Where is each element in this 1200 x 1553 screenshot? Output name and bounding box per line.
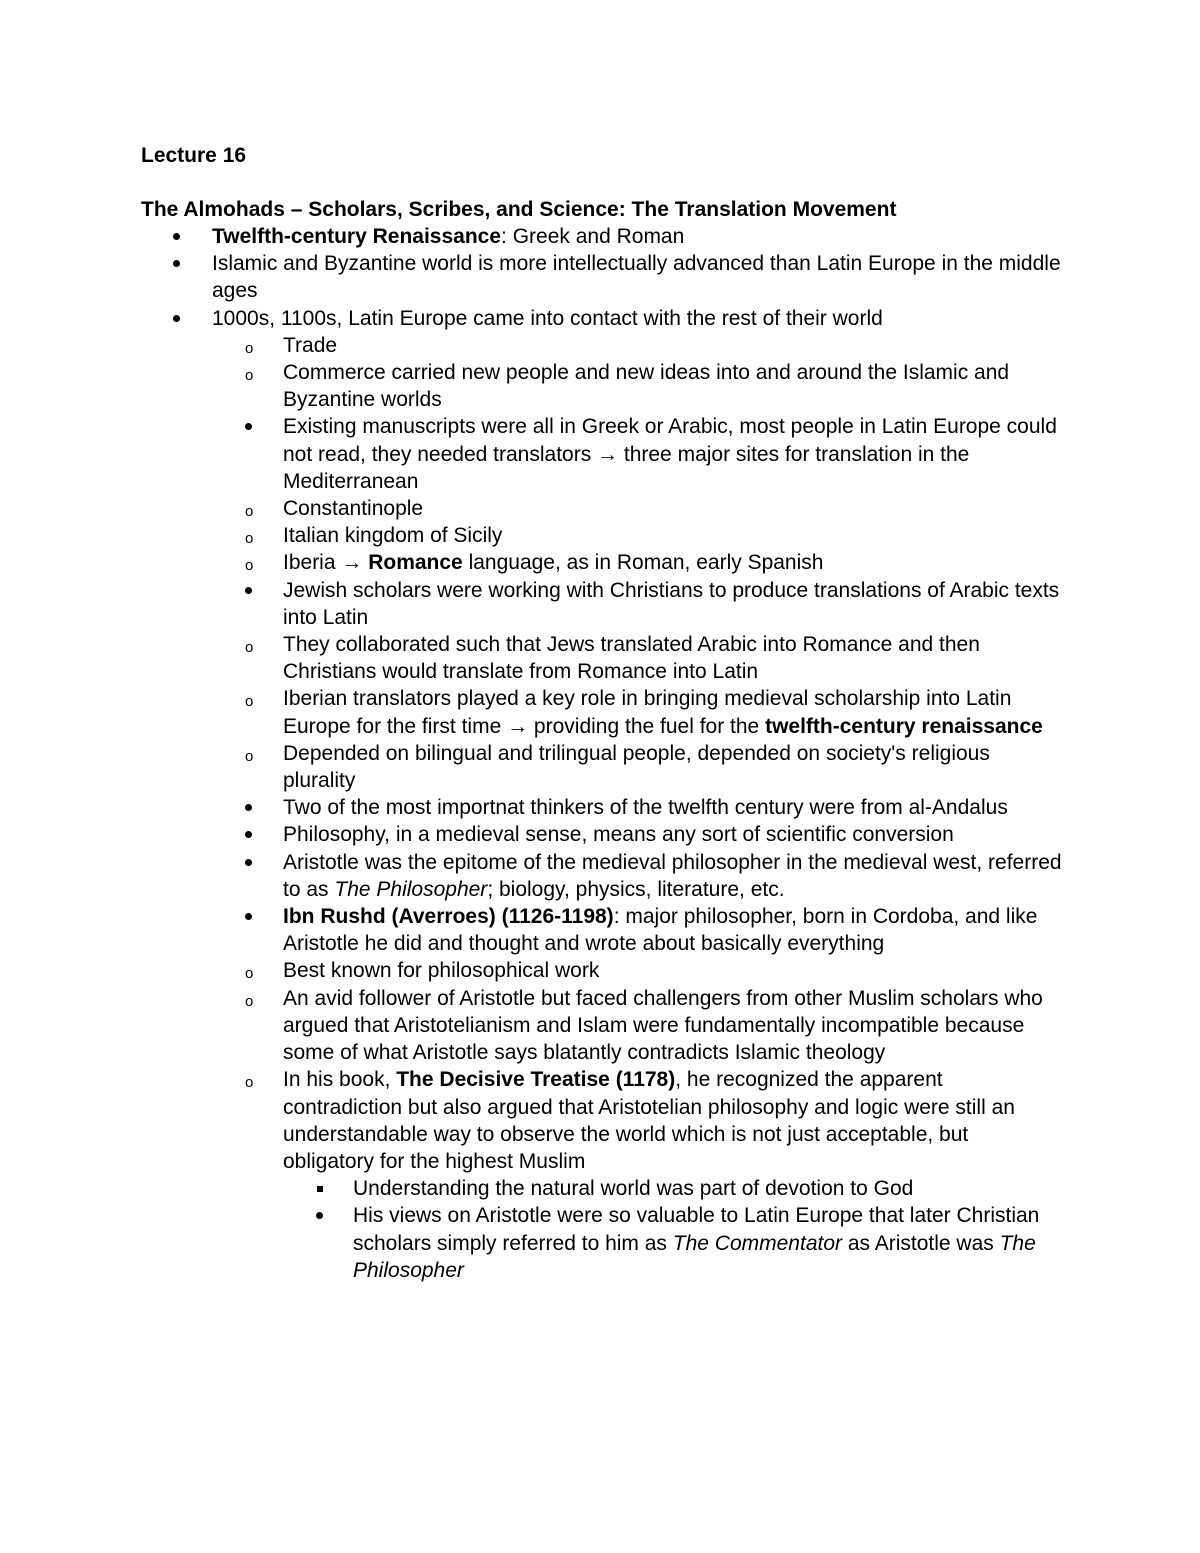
circle-bullet-icon: o <box>245 965 254 983</box>
circle-bullet-icon: o <box>245 557 254 575</box>
text-run: Philosophy, in a medieval sense, means any sort of scientific conversion <box>283 823 954 847</box>
text-run: : major philosopher, born in Cordoba, and like Aristotle he did and thought and wrote about basically everything <box>283 905 1038 956</box>
text-run: Aristotle was the epitome of the medieval philosopher in the medieval west, referred to as <box>283 850 1062 901</box>
list-item-text <box>212 250 1062 304</box>
list-item <box>0 332 1063 359</box>
list-item <box>0 903 1063 957</box>
bold-text: The Decisive Treatise (1178) <box>396 1068 676 1092</box>
list-item-text <box>283 495 1063 522</box>
list-item <box>0 685 1063 739</box>
circle-bullet-icon: o <box>245 530 254 548</box>
list-item-text <box>283 903 1063 957</box>
list-item <box>0 359 1063 413</box>
circle-bullet-icon: o <box>245 503 254 521</box>
bold-text: twelfth-century renaissance <box>765 714 1043 738</box>
bold-text: Twelfth-century Renaissance <box>212 225 502 248</box>
list-item <box>0 794 1063 821</box>
list-item-text <box>283 577 1063 631</box>
list-item <box>0 522 1063 549</box>
list-item-text <box>353 1175 1053 1202</box>
list-item-text <box>283 740 1063 794</box>
list-item-text <box>283 332 1063 359</box>
italic-text: The Philosopher <box>353 1231 1036 1282</box>
text-run: language, as in Roman, early Spanish <box>462 551 824 575</box>
circle-bullet-icon: o <box>245 339 254 357</box>
list-item-text <box>283 1066 1063 1175</box>
circle-bullet-icon: o <box>245 1074 254 1092</box>
list-item <box>0 821 1063 848</box>
text-run: Two of the most importnat thinkers of the twelfth century were from al-Andalus <box>283 796 1008 820</box>
list-item-text <box>212 305 1062 332</box>
list-item <box>0 549 1063 576</box>
list-item-text <box>283 359 1063 413</box>
list-item-text <box>283 957 1063 984</box>
text-run: Islamic and Byzantine world is more intellectually advanced than Latin Europe in the middle ages <box>212 252 1061 303</box>
list-item <box>0 223 1062 250</box>
text-run: as Aristotle was <box>842 1231 1000 1255</box>
text-run: 1000s, 1100s, Latin Europe came into contact with the rest of their world <box>212 306 883 330</box>
text-run: Italian kingdom of Sicily <box>283 524 503 548</box>
list-item-text <box>353 1202 1053 1284</box>
text-run: Existing manuscripts were all in Greek or Arabic, most people in Latin Europe could not read, they needed translators → three major sites for translation in the Mediterranean <box>283 415 1057 493</box>
circle-bullet-icon: o <box>245 747 254 765</box>
list-item-text <box>283 522 1063 549</box>
list-item-text <box>283 821 1063 848</box>
list-item-text <box>283 849 1063 903</box>
list-item <box>0 631 1063 685</box>
list-item <box>0 1175 1053 1202</box>
list-item <box>0 1066 1063 1175</box>
list-item <box>0 740 1063 794</box>
italic-text: The Commentator <box>672 1231 843 1255</box>
bold-text: Ibn Rushd (Averroes) (1126-1198) <box>283 905 614 929</box>
list-item-text <box>283 985 1063 1067</box>
list-item <box>0 250 1062 304</box>
text-run: , he recognized the apparent contradiction but also argued that Aristotelian philosophy and logic were still an understandable way to observe the world which is not just acceptable, but obligatory for the highest Muslim <box>283 1068 1015 1173</box>
list-item-text <box>283 413 1063 495</box>
list-item-text <box>283 631 1063 685</box>
italic-text: The Philosopher <box>334 877 488 901</box>
text-run: Jewish scholars were working with Christians to produce translations of Arabic texts into Latin <box>283 578 1060 629</box>
list-item <box>0 495 1063 522</box>
list-item <box>0 985 1063 1067</box>
circle-bullet-icon: o <box>245 992 254 1010</box>
circle-bullet-icon: o <box>245 693 254 711</box>
list-item-text <box>283 685 1063 739</box>
list-item-text <box>212 223 1062 250</box>
text-run: ; biology, physics, literature, etc. <box>487 877 785 901</box>
text-run: Commerce carried new people and new ideas into and around the Islamic and Byzantine worlds <box>283 361 1010 412</box>
text-run: Best known for philosophical work <box>283 959 600 983</box>
text-run: His views on Aristotle were so valuable to Latin Europe that later Christian scholars simply referred to him as <box>353 1204 1040 1255</box>
text-run: Depended on bilingual and trilingual people, depended on society's religious plurality <box>283 741 990 793</box>
text-run: Iberian translators played a key role in bringing medieval scholarship into Latin Europe for the first time → providing the fuel for the <box>283 687 1012 738</box>
text-run: An avid follower of Aristotle but faced challengers from other Muslim scholars who argued that Aristotelianism and Islam were fundamentally incompatible because some of what Aristotle says blatantly contradicts Islamic theology <box>283 986 1043 1065</box>
text-run: In his book, <box>283 1068 397 1092</box>
notes-list <box>0 223 1200 1284</box>
circle-bullet-icon: o <box>245 639 254 657</box>
list-item <box>0 957 1063 984</box>
list-item <box>0 1202 1053 1284</box>
circle-bullet-icon: o <box>245 367 254 385</box>
text-run: They collaborated such that Jews translated Arabic into Romance and then Christians would translate from Romance into Latin <box>283 633 980 684</box>
text-run: Understanding the natural world was part of devotion to God <box>353 1177 914 1201</box>
text-run: : Greek and Roman <box>501 225 685 248</box>
lecture-title: Lecture 16 <box>141 144 247 167</box>
text-run: Iberia → <box>283 551 369 575</box>
section-heading: The Almohads – Scholars, Scribes, and Science: The Translation Movement <box>141 198 897 221</box>
list-item-text <box>283 549 1063 576</box>
list-item <box>0 849 1063 903</box>
list-item <box>0 577 1063 631</box>
text-run: Constantinople <box>283 497 424 521</box>
list-item <box>0 413 1063 495</box>
list-item-text <box>283 794 1063 821</box>
bold-text: Romance <box>368 551 463 575</box>
list-item <box>0 305 1062 332</box>
text-run: Trade <box>283 333 338 357</box>
